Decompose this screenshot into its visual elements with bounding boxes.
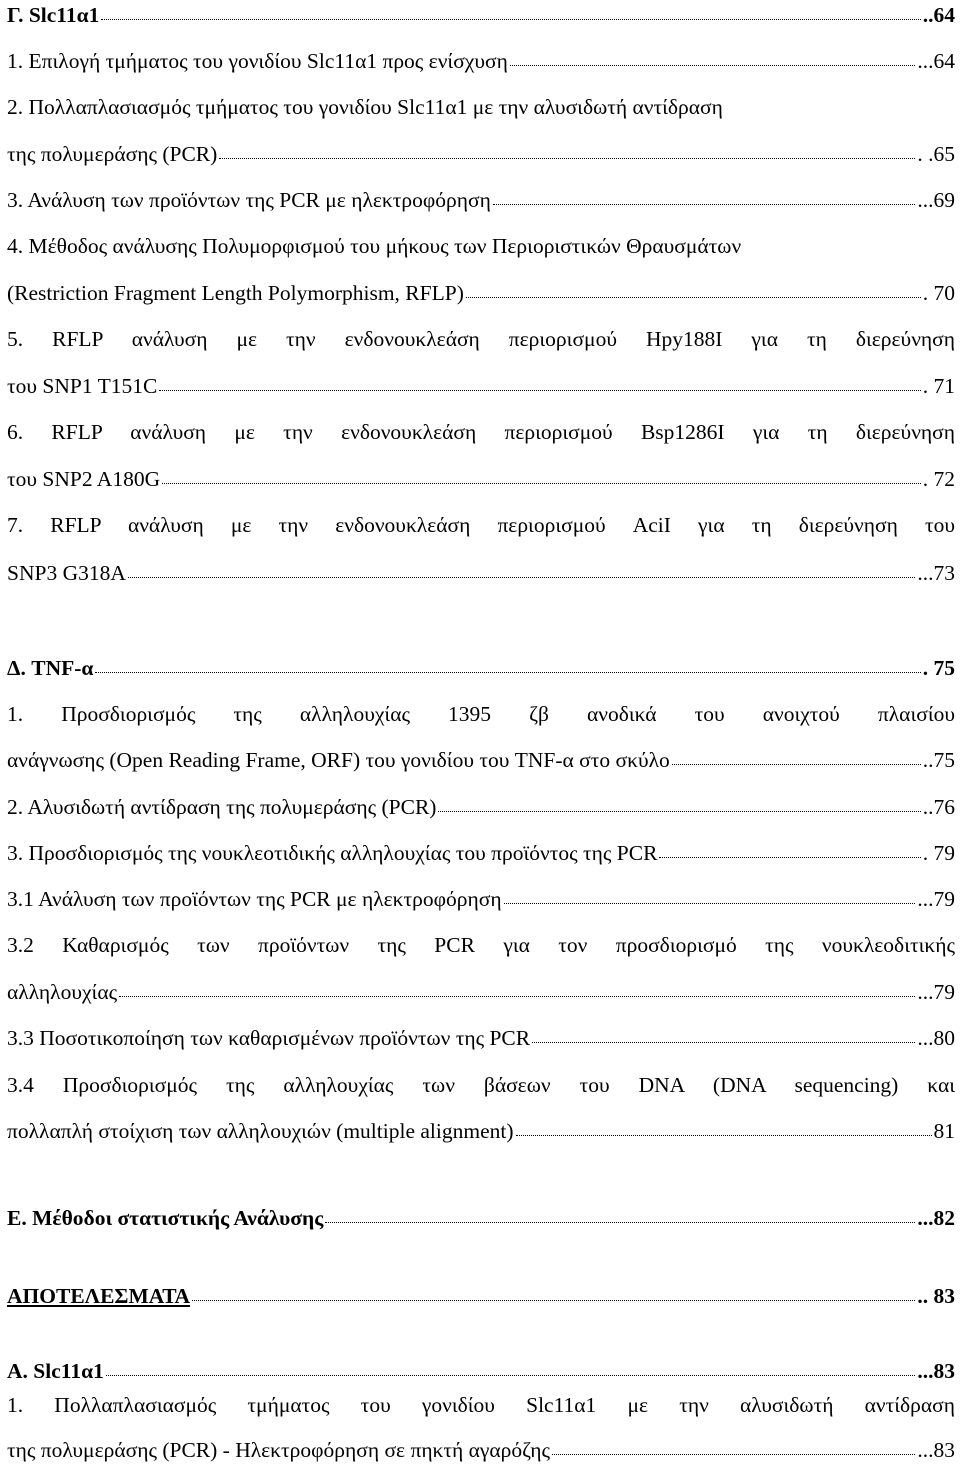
toc-entry-page: . 79: [922, 841, 955, 865]
toc-entry: [7, 979, 955, 1005]
toc-entry: [7, 48, 955, 74]
leader-dots: [192, 1283, 915, 1301]
toc-entry-page: . 72: [922, 467, 955, 491]
toc-entry: [7, 141, 955, 167]
toc-entry: 3.4 Προσδιορισμός της αλληλουχίας των βάσεων του DNA (DNA sequencing) και: [7, 1073, 955, 1097]
toc-entry: 4. Μέθοδος ανάλυσης Πολυμορφισμού του μήκους των Περιοριστικών Θραυσμάτων: [7, 234, 742, 258]
leader-dots: [516, 1118, 932, 1136]
toc-entry-title: Ε. Μέθοδοι στατιστικής Ανάλυσης: [7, 1206, 324, 1230]
toc-entry: [7, 794, 955, 820]
toc-entry-title: 1. Επιλογή τμήματος του γονιδίου Slc11α1 προς ενίσχυση: [7, 49, 508, 73]
toc-entry-title: Γ. Slc11α1: [7, 3, 100, 27]
toc-entry-title: της πολυμεράσης (PCR): [7, 142, 218, 166]
toc-entry: [7, 2, 955, 28]
leader-dots: [532, 1025, 915, 1043]
toc-entry-title: 3.1 Ανάλυση των προϊόντων της PCR με ηλεκτροφόρηση: [7, 887, 502, 911]
toc-entry: [7, 655, 955, 681]
toc-entry-page: ...69: [917, 188, 955, 212]
leader-dots: [95, 655, 920, 673]
toc-entry-page: ...64: [917, 49, 955, 73]
toc-entry-title: 3. Ανάλυση των προϊόντων της PCR με ηλεκτροφόρηση: [7, 188, 491, 212]
toc-entry: [7, 886, 955, 912]
toc-entry-title: του SNP1 T151C: [7, 374, 158, 398]
toc-entry: [7, 560, 955, 586]
toc-entry-title: 3. Προσδιορισμός της νουκλεοτιδικής αλληλουχίας του προϊόντος της PCR: [7, 841, 658, 865]
toc-entry-title: πολλαπλή στοίχιση των αλληλουχιών (multiple alignment): [7, 1119, 514, 1143]
toc-entry: 6. RFLP ανάλυση με την ενδονουκλεάση περιορισμού Bsp1286I για τη διερεύνηση: [7, 420, 955, 444]
leader-dots: [162, 466, 921, 484]
leader-dots: [466, 280, 921, 298]
toc-entry: 5. RFLP ανάλυση με την ενδονουκλεάση περιορισμού Hpy188I για τη διερεύνηση: [7, 327, 955, 351]
leader-dots: [504, 886, 916, 904]
leader-dots: [325, 1205, 915, 1223]
toc-entry-page: .. 83: [917, 1284, 955, 1308]
toc-entry: [7, 747, 955, 773]
toc-entry-page: ...82: [917, 1206, 955, 1230]
leader-dots: [119, 979, 915, 997]
leader-dots: [219, 141, 915, 159]
toc-entry: 7. RFLP ανάλυση με την ενδονουκλεάση περιορισμού AciI για τη διερεύνηση του: [7, 513, 955, 537]
toc-entry-page: ..75: [922, 748, 955, 772]
toc-entry-title: Δ. TNF-α: [7, 656, 94, 680]
toc-entry-title: 2. Αλυσιδωτή αντίδραση της πολυμεράσης (PCR): [7, 795, 437, 819]
leader-dots: [106, 1358, 916, 1376]
toc-entry: [7, 1283, 955, 1309]
toc-entry-title: αλληλουχίας: [7, 980, 118, 1004]
toc-entry-title: 3.3 Ποσοτικοποίηση των καθαρισμένων προϊόντων της PCR: [7, 1026, 531, 1050]
toc-entry-page: ..64: [922, 3, 955, 27]
toc-entry: [7, 1358, 955, 1384]
toc-entry: [7, 1437, 955, 1463]
toc-entry-page: . .65: [917, 142, 955, 166]
toc-entry: 1. Προσδιορισμός της αλληλουχίας 1395 ζβ ανοδικά του ανοιχτού πλαισίου: [7, 702, 955, 726]
toc-entry-title: Α. Slc11α1: [7, 1359, 104, 1383]
toc-entry-page: ..76: [922, 795, 955, 819]
toc-entry: [7, 1205, 955, 1231]
toc-entry-page: ...83: [917, 1438, 955, 1462]
toc-entry: 2. Πολλαπλασιασμός τμήματος του γονιδίου Slc11α1 με την αλυσιδωτή αντίδραση: [7, 95, 723, 119]
toc-entry-title: της πολυμεράσης (PCR) - Ηλεκτροφόρηση σε πηκτή αγαρόζης: [7, 1438, 550, 1462]
toc-entry-page: . 75: [922, 656, 955, 680]
toc-entry: 3.2 Καθαρισμός των προϊόντων της PCR για τον προσδιορισμό της νουκλεοδιτικής: [7, 933, 955, 957]
toc-entry-title: ανάγνωσης (Open Reading Frame, ORF) του γονιδίου του TNF-α στο σκύλο: [7, 748, 670, 772]
toc-entry: [7, 373, 955, 399]
leader-dots: [552, 1437, 915, 1455]
toc-entry-page: ...79: [917, 887, 955, 911]
toc-entry: [7, 466, 955, 492]
toc-entry-page: . 70: [922, 281, 955, 305]
leader-dots: [128, 560, 916, 578]
leader-dots: [438, 794, 920, 812]
toc-entry-page: . 71: [922, 374, 955, 398]
toc-entry-title: του SNP2 A180G: [7, 467, 161, 491]
toc-entry-page: ...79: [917, 980, 955, 1004]
toc-entry: [7, 280, 955, 306]
toc-entry-page: ...80: [917, 1026, 955, 1050]
leader-dots: [101, 2, 920, 20]
toc-entry: [7, 840, 955, 866]
leader-dots: [659, 840, 920, 858]
leader-dots: [510, 48, 916, 66]
toc-entry: 1. Πολλαπλασιασμός τμήματος του γονιδίου Slc11α1 με την αλυσιδωτή αντίδραση: [7, 1393, 955, 1417]
leader-dots: [159, 373, 920, 391]
leader-dots: [672, 747, 921, 765]
toc-entry-page: 81: [933, 1119, 955, 1143]
toc-entry: [7, 187, 955, 213]
toc-entry-page: ...83: [917, 1359, 955, 1383]
toc-entry-title: (Restriction Fragment Length Polymorphism, RFLP): [7, 281, 464, 305]
toc-entry: [7, 1118, 955, 1144]
toc-entry: [7, 1025, 955, 1051]
toc-entry-title: SNP3 G318A: [7, 561, 126, 585]
leader-dots: [493, 187, 916, 205]
toc-entry-title: ΑΠΟΤΕΛΕΣΜΑΤΑ: [7, 1284, 190, 1308]
toc-entry-page: ...73: [917, 561, 955, 585]
